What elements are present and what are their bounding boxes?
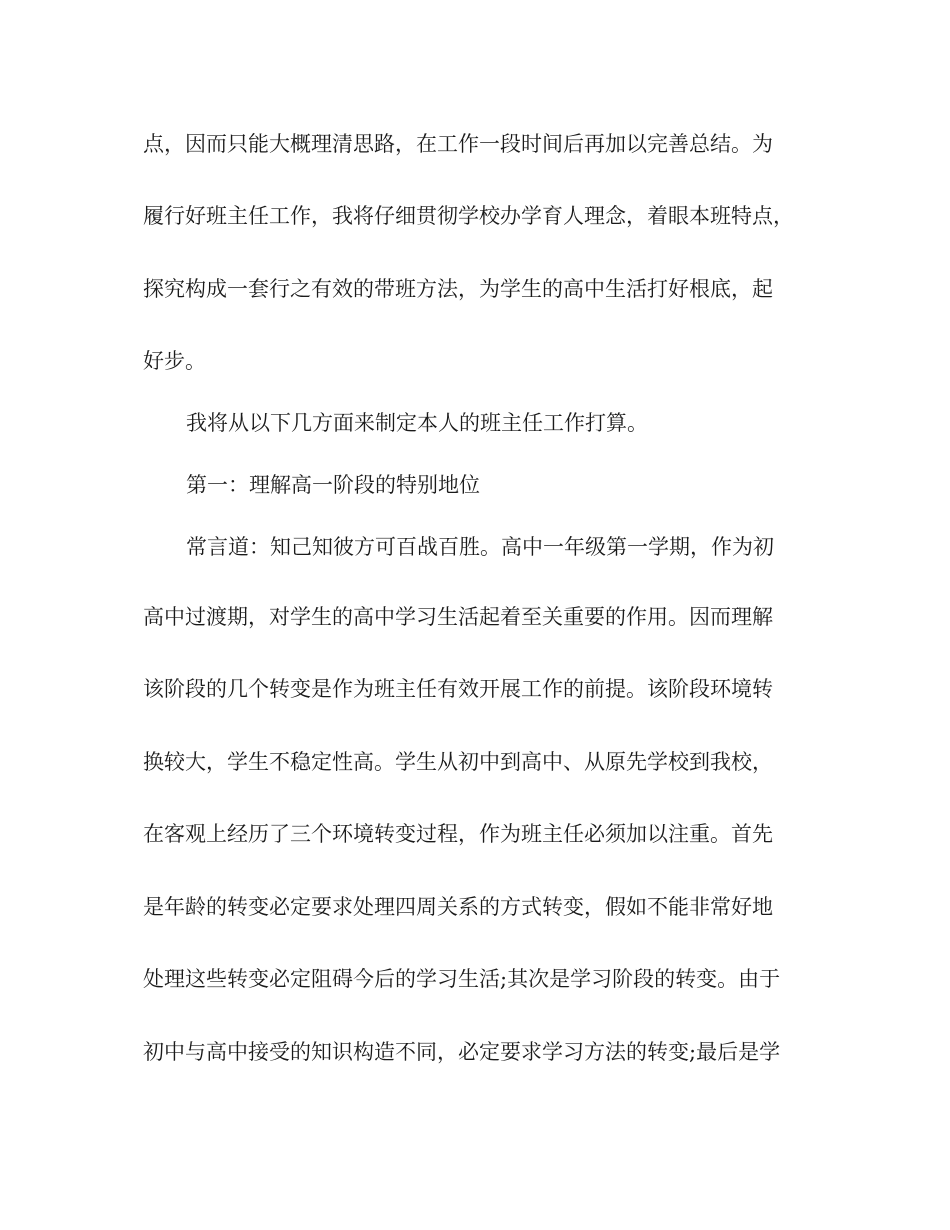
paragraph-line-13: 处理这些转变必定阻碍今后的学习生活;其次是学习阶段的转变。由于 xyxy=(143,967,781,991)
paragraph-line-1: 点，因而只能大概理清思路，在工作一段时间后再加以完善总结。为 xyxy=(143,132,773,156)
paragraph-line-3: 探究构成一套行之有效的带班方法，为学生的高中生活打好根底，起 xyxy=(143,277,773,301)
paragraph-intro: 我将从以下几方面来制定本人的班主任工作打算。 xyxy=(186,411,648,435)
section-heading-first: 第一：理解高一阶段的特别地位 xyxy=(186,473,480,497)
paragraph-line-11: 在客观上经历了三个环境转变过程，作为班主任必须加以注重。首先 xyxy=(143,822,773,846)
paragraph-line-10: 换较大，学生不稳定性高。学生从初中到高中、从原先学校到我校， xyxy=(143,750,773,774)
paragraph-line-9: 该阶段的几个转变是作为班主任有效开展工作的前提。该阶段环境转 xyxy=(143,677,773,701)
paragraph-line-8: 高中过渡期，对学生的高中学习生活起着至关重要的作用。因而理解 xyxy=(143,605,773,629)
paragraph-line-4: 好步。 xyxy=(143,349,206,373)
paragraph-line-14: 初中与高中接受的知识构造不同，必定要求学习方法的转变;最后是学 xyxy=(143,1040,781,1064)
paragraph-line-12: 是年龄的转变必定要求处理四周关系的方式转变，假如不能非常好地 xyxy=(143,895,773,919)
paragraph-line-7: 常言道：知己知彼方可百战百胜。高中一年级第一学期，作为初 xyxy=(186,535,774,559)
paragraph-line-2: 履行好班主任工作，我将仔细贯彻学校办学育人理念，着眼本班特点， xyxy=(143,204,794,228)
